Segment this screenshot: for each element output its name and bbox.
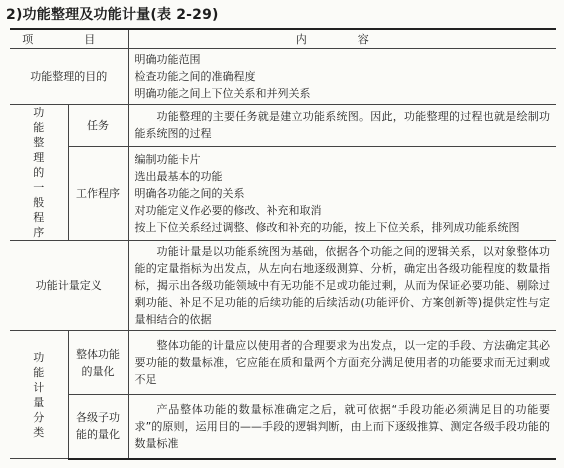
subfunction-content: 产品整体功能的数量标准确定之后，就可依据“手段功能必须满足目的功能要求”的原则，运用目的——手段的逻辑判断，由上而下逐级推算、测定各级手段功能的数量标准 (128, 395, 556, 459)
table-row (10, 395, 556, 459)
list-item: 明确功能之间上下位关系和并列关系 (134, 87, 311, 100)
table-row (10, 49, 556, 105)
label-line: 各级子功 (76, 411, 120, 425)
table-row (10, 146, 556, 240)
list-item: 明确功能范围 (134, 53, 201, 66)
task-content: 功能整理的主要任务就是建立功能系统图。因此，功能整理的过程也就是绘制功能系统图的过程 (128, 105, 556, 147)
table-row (10, 241, 556, 331)
group-char: 功 (33, 106, 45, 119)
group-char: 量 (33, 395, 45, 409)
label-line: 能的量化 (76, 428, 120, 442)
sub-label-subfunction (68, 395, 128, 459)
list-item: 按上下位关系经过调整、修改和补充的功能，按上下位关系，排列成功能系统图 (134, 220, 520, 234)
definition-content: 功能计量是以功能系统图为基础，依据各个功能之间的逻辑关系，以对象整体功能的定量指标为出发点，从左向右地逐级测算、分析，确定出各级功能程度的数量指标，揭示出各级功能领域中有无功能不足或功能过剩，从而为保证必要功能、剔除过剩功能、补足不足功能的后续功能的后续活动(功能评价、方案创新等)提供定性与定量相结合的依据 (128, 241, 556, 331)
group-char: 的 (33, 166, 45, 179)
header-item: 项 目 (10, 29, 128, 49)
row-label-purpose: 功能整理的目的 (10, 49, 128, 105)
group-char: 一 (33, 181, 45, 194)
group-char: 类 (33, 425, 45, 439)
table-row (10, 331, 556, 395)
purpose-content (128, 49, 556, 105)
sub-label-task: 任务 (68, 105, 128, 147)
group-char: 理 (33, 151, 45, 164)
row-label-definition: 功能计量定义 (10, 241, 128, 331)
table-caption: 2)功能整理及功能计量(表 2-29) (6, 7, 219, 23)
procedure-content (128, 146, 556, 240)
group-char: 整 (33, 136, 45, 149)
function-table (10, 28, 556, 460)
sub-label-procedure: 工作程序 (68, 146, 128, 240)
group-char: 般 (33, 196, 45, 209)
list-item: 选出最基本的功能 (134, 169, 223, 183)
header-content: 内 容 (128, 29, 556, 49)
table-row (10, 105, 556, 147)
group-char: 能 (33, 365, 45, 379)
group-char: 序 (33, 226, 45, 239)
group-char: 计 (33, 380, 45, 394)
overall-content: 整体功能的计量应以使用者的合理要求为出发点，以一定的手段、方法确定其必要功能的数量标准，它应能在质和量两个方面充分满足使用者的功能要求而无过剩或不足 (128, 331, 556, 395)
label-line: 的量化 (81, 364, 115, 378)
group-label-general-process (10, 105, 68, 241)
list-item: 明确各功能之间的关系 (134, 186, 245, 200)
list-item: 检查功能之间的准确程度 (134, 70, 256, 83)
group-label-classification (10, 331, 68, 459)
group-char: 功 (33, 350, 45, 364)
table-header-row (10, 29, 556, 49)
list-item: 对功能定义作必要的修改、补充和取消 (134, 203, 322, 217)
label-line: 整体功能 (76, 347, 120, 361)
sub-label-overall (68, 331, 128, 395)
list-item: 编制功能卡片 (134, 152, 201, 166)
group-char: 程 (33, 211, 45, 224)
group-char: 能 (33, 121, 45, 134)
group-char: 分 (33, 410, 45, 424)
